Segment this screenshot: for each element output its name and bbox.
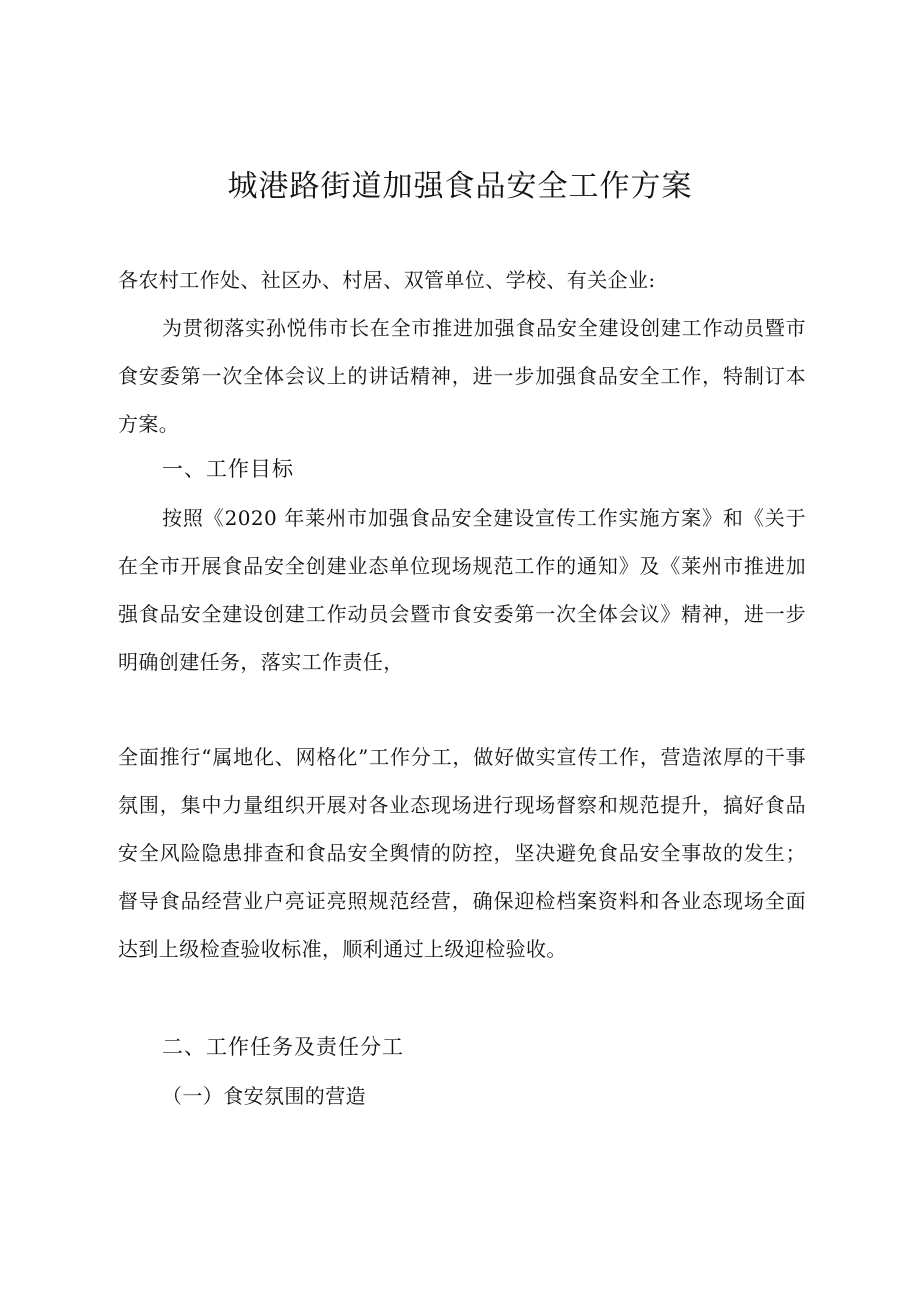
intro-paragraph: 为贯彻落实孙悦伟市长在全市推进加强食品安全建设创建工作动员暨市食安委第一次全体会议上的讲话精神，进一步加强食品安全工作，特制订本方案。 (118, 316, 806, 436)
goals-paragraph-2: 全面推行“属地化、网格化”工作分工，做好做实宣传工作，营造浓厚的干事氛围，集中力量组织开展对各业态现场进行现场督察和规范提升，搞好食品安全风险隐患排查和食品安全舆情的防控，坚决避免食品安全事故的发生；督导食品经营业户亮证亮照规范经营，确保迎检档案资料和各业态现场全面达到上级检查验收标准，顺利通过上级迎检验收。 (118, 745, 806, 961)
document-title: 城港路街道加强食品安全工作方案 (227, 169, 693, 204)
section-heading-tasks: 二、工作任务及责任分工 (162, 1035, 404, 1059)
subsection-heading-atmosphere: （一）食安氛围的营造 (162, 1084, 366, 1108)
salutation-line: 各农村工作处、社区办、村居、双管单位、学校、有关企业: (118, 268, 656, 292)
goals-paragraph-1: 按照《2020 年莱州市加强食品安全建设宣传工作实施方案》和《关于在全市开展食品安全创建业态单位现场规范工作的通知》及《莱州市推进加强食品安全建设创建工作动员会暨市食安委第一次全体会议》精神，进一步明确创建任务，落实工作责任， (118, 506, 806, 674)
section-heading-goals: 一、工作目标 (162, 457, 294, 481)
